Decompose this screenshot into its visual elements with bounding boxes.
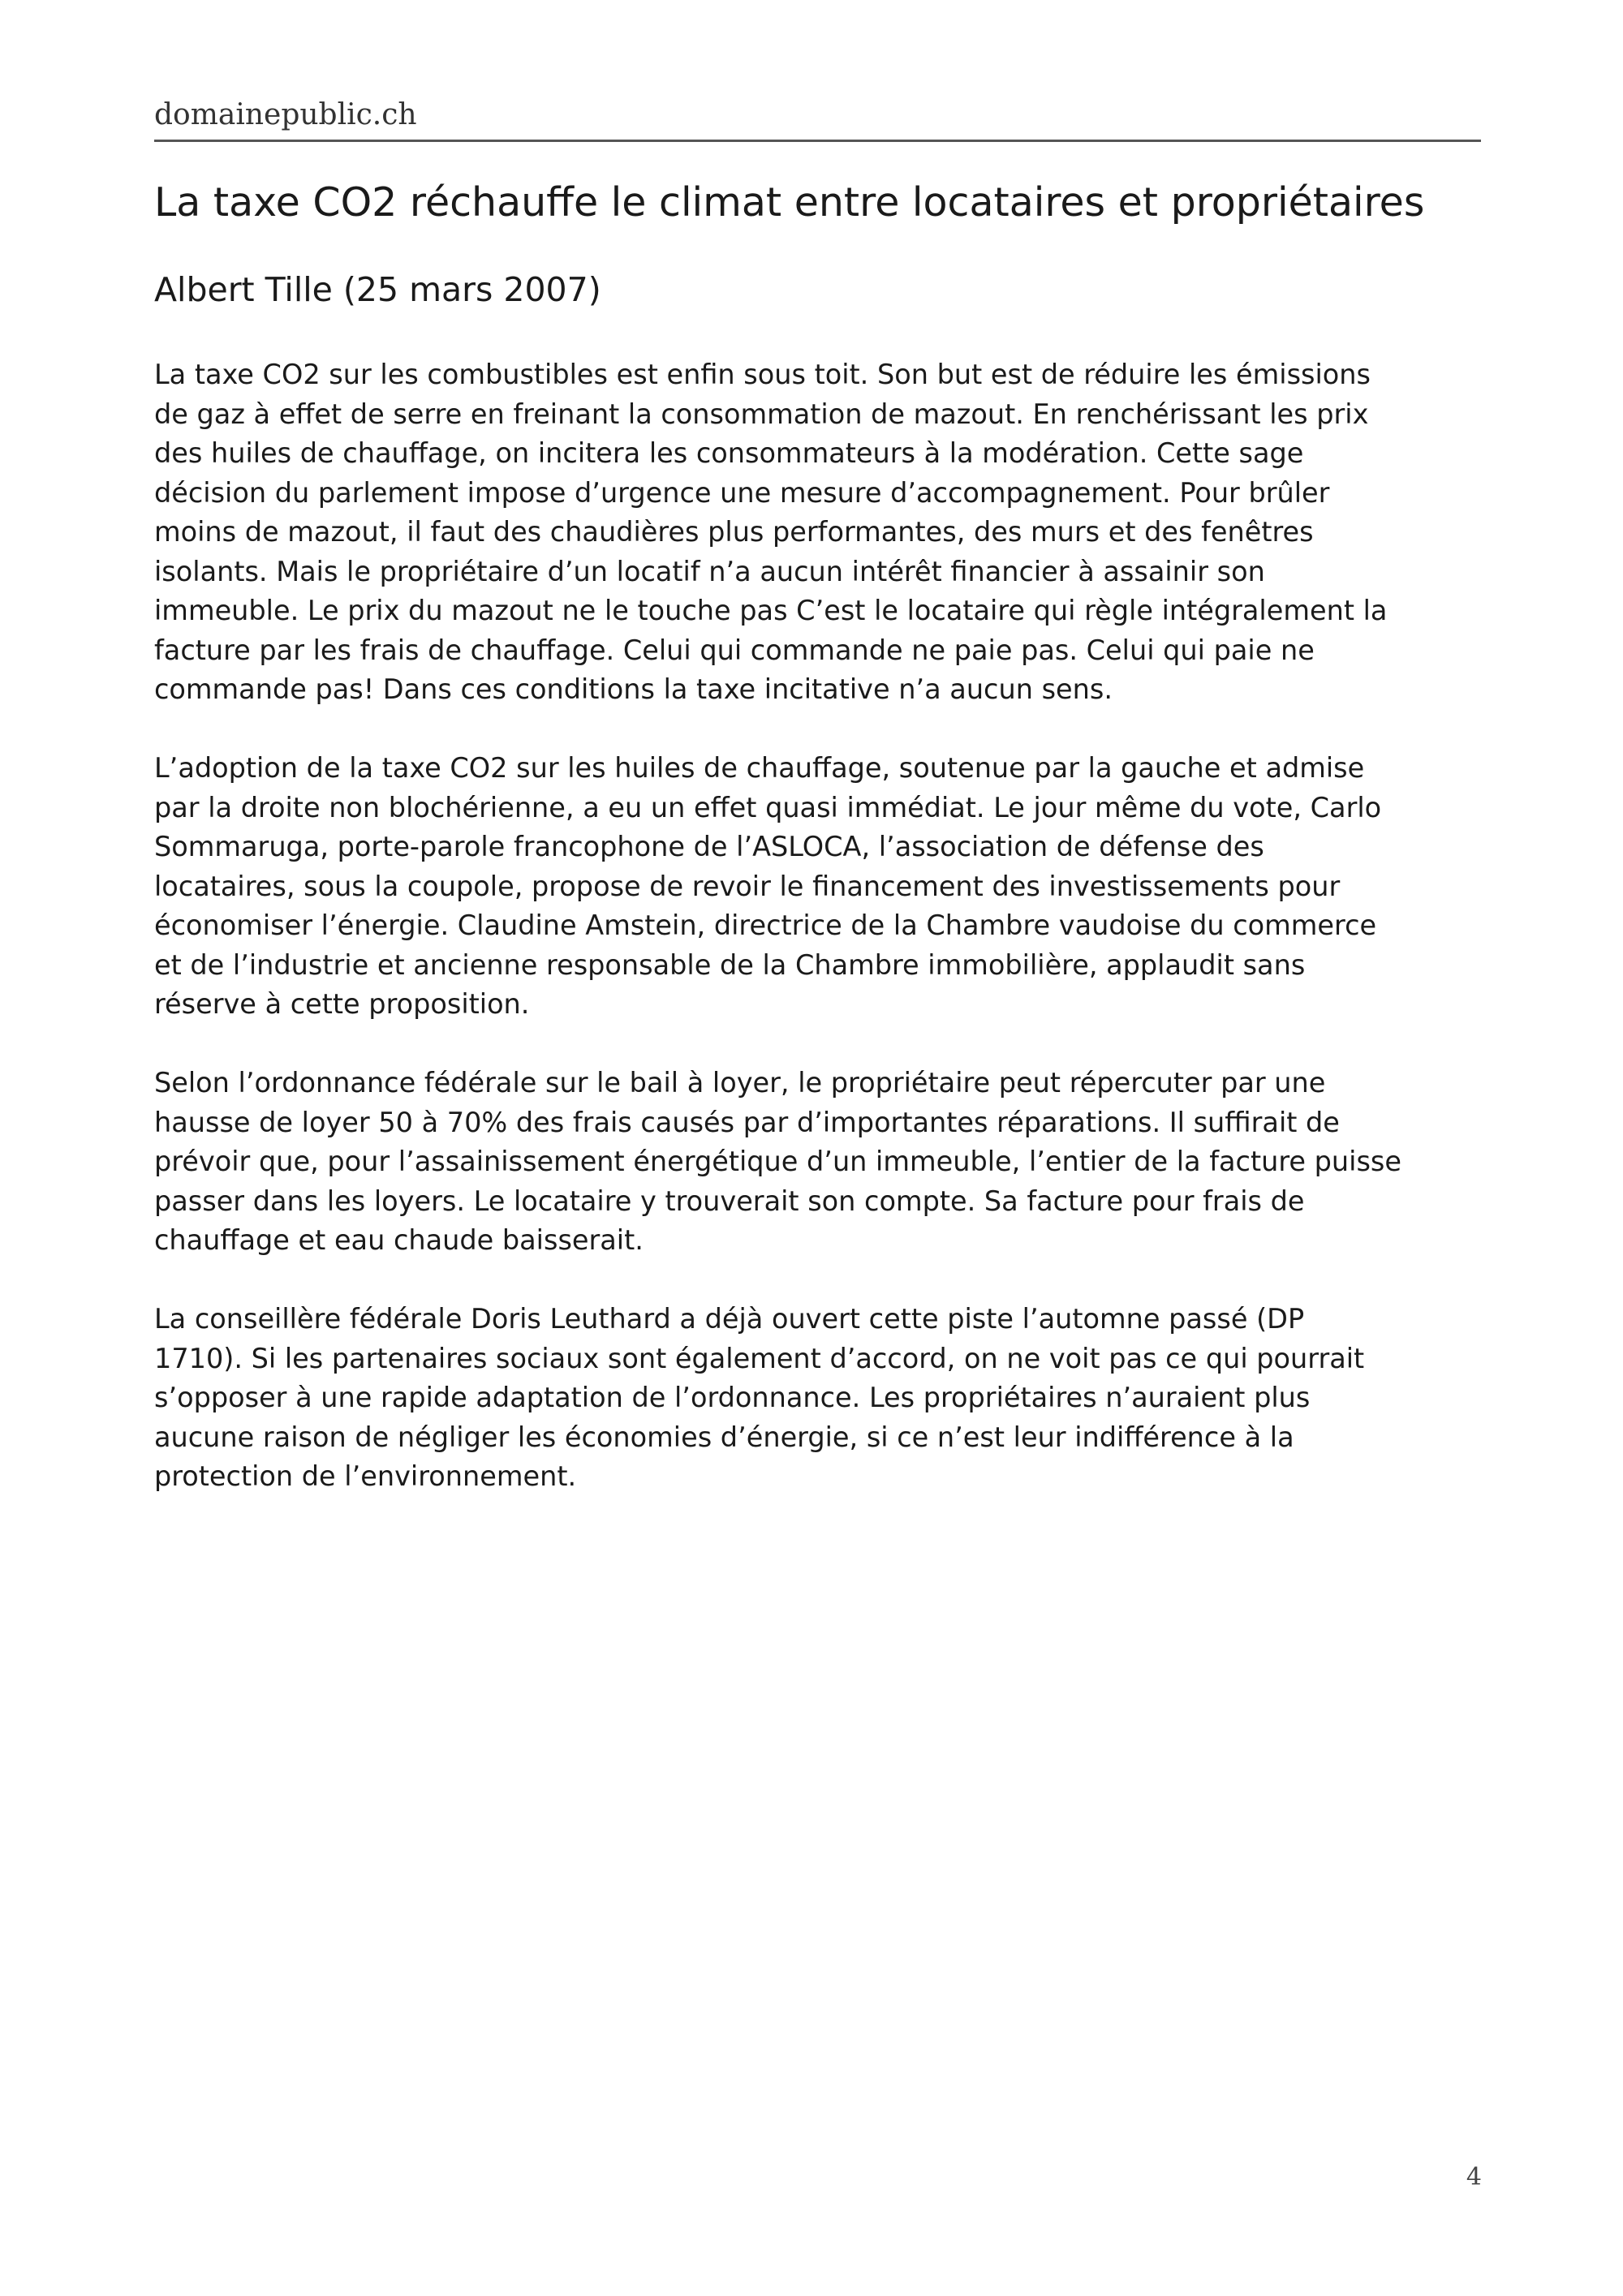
- page-number: 4: [1466, 2163, 1482, 2191]
- text-line: Sommaruga, porte-parole francophone de l’ASLOCA, l’association de défense des: [154, 831, 1264, 862]
- text-line: L’adoption de la taxe CO2 sur les huiles de chauffage, soutenue par la gauche et admise: [154, 752, 1365, 784]
- text-line: facture par les frais de chauffage. Celui qui commande ne paie pas. Celui qui paie ne: [154, 634, 1315, 666]
- text-line: prévoir que, pour l’assainissement énergétique d’un immeuble, l’entier de la facture puisse: [154, 1146, 1401, 1177]
- article-body: [154, 355, 1489, 1536]
- paragraph-2: [154, 749, 1489, 1025]
- text-line: locataires, sous la coupole, propose de revoir le financement des investissements pour: [154, 870, 1341, 902]
- text-line: par la droite non blochérienne, a eu un effet quasi immédiat. Le jour même du vote, Carlo: [154, 791, 1382, 823]
- paragraph-3: [154, 1064, 1489, 1261]
- text-line: moins de mazout, il faut des chaudières plus performantes, des murs et des fenêtres: [154, 516, 1314, 548]
- text-line: La taxe CO2 sur les combustibles est enfin sous toit. Son but est de réduire les émissions: [154, 359, 1371, 390]
- text-line: La conseillère fédérale Doris Leuthard a déjà ouvert cette piste l’automne passé (DP: [154, 1303, 1305, 1335]
- text-line: Selon l’ordonnance fédérale sur le bail à loyer, le propriétaire peut répercuter par une: [154, 1067, 1326, 1099]
- text-line: hausse de loyer 50 à 70% des frais causés par d’importantes réparations. Il suffirait de: [154, 1106, 1340, 1138]
- text-line: 1710). Si les partenaires sociaux sont également d’accord, on ne voit pas ce qui pourrait: [154, 1342, 1365, 1374]
- text-line: passer dans les loyers. Le locataire y trouverait son compte. Sa facture pour frais de: [154, 1185, 1305, 1217]
- text-line: économiser l’énergie. Claudine Amstein, directrice de la Chambre vaudoise du commerce: [154, 909, 1377, 941]
- running-header: [154, 97, 1481, 142]
- text-line: de gaz à effet de serre en freinant la consommation de mazout. En renchérissant les prix: [154, 398, 1369, 430]
- text-line: et de l’industrie et ancienne responsable de la Chambre immobilière, applaudit sans: [154, 948, 1306, 981]
- text-line: protection de l’environnement.: [154, 1460, 577, 1492]
- text-line: aucune raison de négliger les économies d’énergie, si ce n’est leur indifférence à la: [154, 1421, 1294, 1453]
- text-line: chauffage et eau chaude baisserait.: [154, 1224, 644, 1256]
- paragraph-4: [154, 1300, 1489, 1497]
- text-line: commande pas! Dans ces conditions la taxe incitative n’a aucun sens.: [154, 673, 1113, 705]
- text-line: immeuble. Le prix du mazout ne le touche pas C’est le locataire qui règle intégralement la: [154, 595, 1388, 626]
- text-line: décision du parlement impose d’urgence une mesure d’accompagnement. Pour brûler: [154, 476, 1330, 509]
- site-name: domainepublic.ch: [154, 98, 417, 131]
- text-line: réserve à cette proposition.: [154, 988, 530, 1020]
- article-title: La taxe CO2 réchauffe le climat entre locataires et propriétaires: [154, 179, 1425, 226]
- article-byline: Albert Tille (25 mars 2007): [154, 270, 601, 309]
- text-line: isolants. Mais le propriétaire d’un locatif n’a aucun intérêt financier à assainir son: [154, 555, 1265, 587]
- paragraph-1: [154, 355, 1489, 710]
- text-line: s’opposer à une rapide adaptation de l’ordonnance. Les propriétaires n’auraient plus: [154, 1382, 1311, 1413]
- text-line: des huiles de chauffage, on incitera les consommateurs à la modération. Cette sage: [154, 437, 1304, 469]
